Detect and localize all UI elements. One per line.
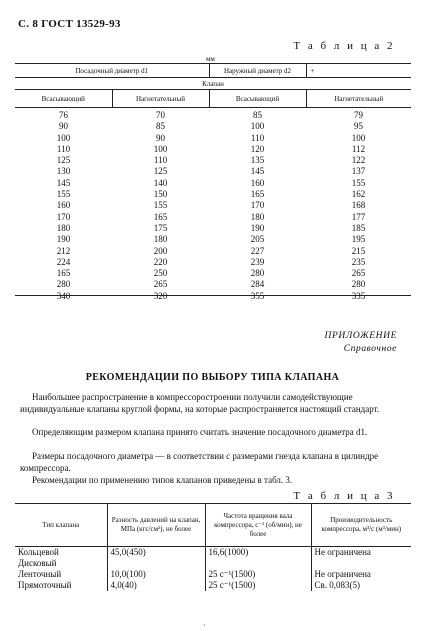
table-cell: 25 с⁻¹(1500) (205, 580, 311, 591)
table-cell: 16,6(1000) (205, 547, 311, 559)
appendix-subtitle: Справочное (343, 344, 397, 354)
table-cell: 165 (153, 211, 168, 222)
table-cell: 100 (153, 143, 168, 154)
table-cell: 284 (250, 279, 265, 290)
table-cell: Ленточный (18, 569, 62, 579)
table-cell: 145 (56, 177, 71, 188)
group-label-valve: Клапан (15, 78, 411, 90)
table-row (15, 189, 411, 200)
table-cell: 100 (351, 132, 366, 143)
table-cell: 215 (351, 245, 366, 256)
table-cell: Не ограничена (311, 569, 411, 580)
table-cell: 90 (156, 132, 165, 143)
table-cell: 125 (153, 166, 168, 177)
table-cell: 112 (351, 143, 366, 154)
table-cell (205, 558, 311, 569)
table-row (15, 547, 411, 559)
table-cell: 355 (250, 290, 265, 301)
table-cell: 150 (153, 189, 168, 200)
table-cell: 340 (56, 290, 71, 301)
table-cell: 265 (351, 268, 366, 279)
page-mark: · (203, 621, 206, 630)
table-cell: 135 (250, 155, 265, 166)
table-row (15, 200, 411, 211)
paragraph: Рекомендации по применению типов клапанов приведены в табл. 3. (32, 475, 293, 485)
col-header: Частота вращения вала компрессора, с⁻¹ (об/мин), не более (205, 504, 311, 547)
table-cell: 200 (153, 245, 168, 256)
table-cell: 212 (56, 245, 71, 256)
table-cell: 125 (56, 155, 71, 166)
table-cell: Св. 0,083(5) (311, 580, 411, 591)
table-cell: 170 (250, 200, 265, 211)
table-cell: Не ограничена (311, 547, 411, 559)
table-cell: 122 (351, 155, 366, 166)
appendix-title: ПРИЛОЖЕНИЕ (324, 331, 397, 341)
table2-body (15, 110, 411, 302)
table3 (15, 503, 411, 591)
col-header: Нагнетательный (112, 90, 209, 108)
table-cell: 227 (250, 245, 265, 256)
paragraph: Размеры посадочного диаметра — в соответствии с размерами гнезда клапана в цилиндре компрессора. (20, 451, 379, 473)
col-header: Тип клапана (15, 504, 107, 547)
table-cell: 170 (56, 211, 71, 222)
table-cell: 110 (250, 132, 265, 143)
table2-bottom-rule (15, 295, 411, 296)
table-cell: 140 (153, 177, 168, 188)
table-cell: 85 (156, 121, 165, 132)
table2-title: Т а б л и ц а 2 (293, 40, 395, 52)
table-cell: Прямоточный (18, 580, 72, 590)
table-row (15, 291, 411, 302)
table-cell: 220 (153, 256, 168, 267)
table-cell: 175 (153, 222, 168, 233)
col-header: Всасывающий (15, 90, 112, 108)
table-cell: 100 (56, 132, 71, 143)
table-row (15, 580, 411, 591)
table-row (15, 110, 411, 121)
col-header: Разность давлений на клапан, МПа (кгс/см²), не более (107, 504, 205, 547)
table-cell: 165 (56, 268, 71, 279)
table-row (15, 212, 411, 223)
table-cell: 162 (351, 189, 366, 200)
table-cell: 76 (59, 110, 68, 120)
table-row (15, 257, 411, 268)
table-cell: 70 (156, 110, 165, 120)
table-cell: 265 (153, 279, 168, 290)
table-row (15, 178, 411, 189)
table-cell: 4,0(40) (107, 580, 205, 591)
table-cell: 180 (250, 211, 265, 222)
table-cell: 177 (351, 211, 366, 222)
table-cell: 250 (153, 268, 168, 279)
table3-title: Т а б л и ц а 3 (293, 490, 395, 502)
table-cell: 110 (56, 143, 71, 154)
table-cell: 195 (351, 234, 366, 245)
table-row (15, 569, 411, 580)
col-header: Всасывающий (209, 90, 306, 108)
table-row (15, 223, 411, 234)
table-cell: 90 (59, 121, 68, 132)
paragraph: Наибольшее распространение в компрессоростроении получили самодействующие индивидуальные клапаны круглой формы, на которые распространяется настоящий стандарт. (20, 392, 380, 414)
table-cell: 320 (153, 290, 168, 301)
table-cell: 190 (56, 234, 71, 245)
page-header: С. 8 ГОСТ 13529-93 (18, 18, 121, 30)
table-cell: 335 (351, 290, 366, 301)
table-cell: 95 (354, 121, 363, 132)
table-cell: 160 (250, 177, 265, 188)
table-cell: 145 (250, 166, 265, 177)
appendix-label (325, 330, 398, 356)
table-row (15, 144, 411, 155)
table-cell: 180 (153, 234, 168, 245)
table-row (15, 279, 411, 290)
table2-header (15, 63, 411, 108)
table-row (15, 268, 411, 279)
table-cell: 155 (56, 189, 71, 200)
table-row (15, 133, 411, 144)
table-row (15, 166, 411, 177)
col-group-seat-diameter: Посадочный диаметр d1 (15, 64, 209, 78)
table-cell: 190 (250, 222, 265, 233)
table-cell: 155 (153, 200, 168, 211)
table-cell (311, 558, 411, 569)
table-cell: 120 (250, 143, 265, 154)
table-cell: 168 (351, 200, 366, 211)
table-cell: 130 (56, 166, 71, 177)
table-cell: 180 (56, 222, 71, 233)
table-cell: 280 (250, 268, 265, 279)
col-group-outer-diameter: Наружный диаметр d2 (209, 64, 306, 78)
table-row (15, 558, 411, 569)
table-cell: 239 (250, 256, 265, 267)
table2-unit: мм (206, 55, 215, 63)
table-cell: 205 (250, 234, 265, 245)
table-cell: 100 (250, 121, 265, 132)
table-cell: 45,0(450) (107, 547, 205, 559)
table-cell: 110 (153, 155, 168, 166)
table-cell: 79 (354, 110, 363, 120)
table-cell: 185 (351, 222, 366, 233)
table-cell: 137 (351, 166, 366, 177)
table-cell: 155 (351, 177, 366, 188)
col-header: Производительность компрессора, м³/с (м³/мин) (311, 504, 411, 547)
table-row (15, 246, 411, 257)
paragraph: Определяющим размером клапана принято считать значение посадочного диаметра d1. (32, 427, 368, 437)
table-row (15, 155, 411, 166)
table-cell: 85 (253, 110, 262, 120)
table-cell: 10,0(100) (107, 569, 205, 580)
col-plus: + (306, 64, 411, 78)
table-row (15, 121, 411, 132)
table-cell: 280 (351, 279, 366, 290)
table-row (15, 234, 411, 245)
col-header: Нагнетательный (306, 90, 411, 108)
table-cell (107, 558, 205, 569)
table-cell: 280 (56, 279, 71, 290)
table-cell: 165 (250, 189, 265, 200)
table-cell: 224 (56, 256, 71, 267)
table-cell: Кольцевой (18, 547, 59, 557)
table-cell: 25 с⁻¹(1500) (205, 569, 311, 580)
table-cell: 235 (351, 256, 366, 267)
section-heading: РЕКОМЕНДАЦИИ ПО ВЫБОРУ ТИПА КЛАПАНА (85, 372, 340, 383)
table-cell: Дисковый (18, 558, 57, 568)
table-cell: 160 (56, 200, 71, 211)
